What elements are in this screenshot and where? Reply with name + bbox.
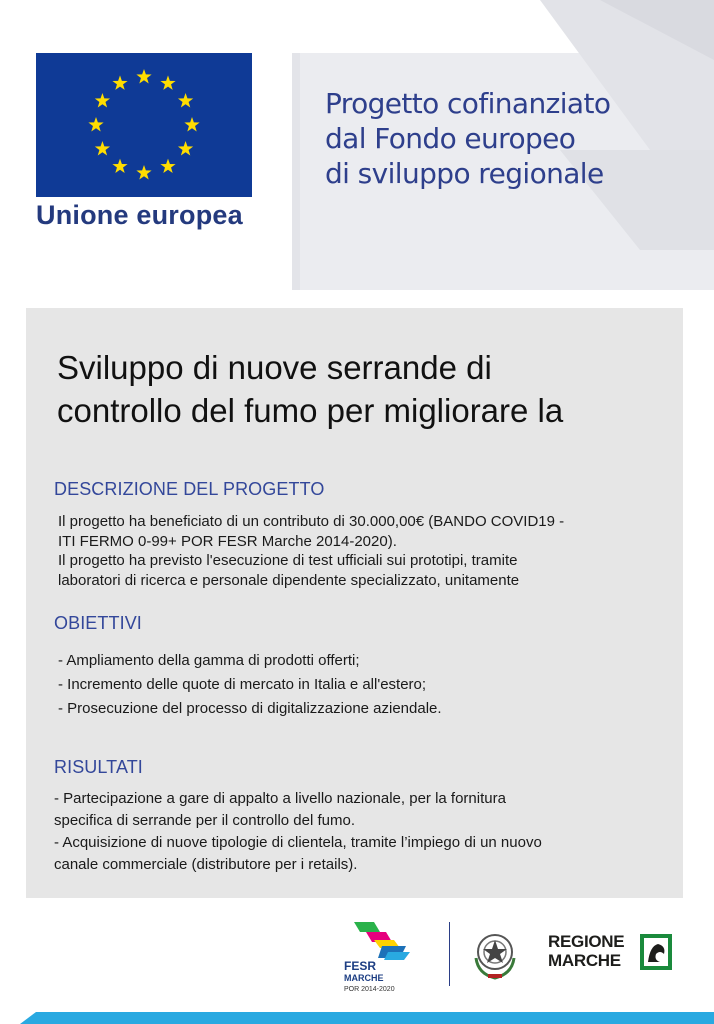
eu-star-icon [95, 93, 110, 107]
fesr-period: POR 2014-2020 [344, 986, 395, 993]
result-line: canale commerciale (distributore per i retails). [54, 856, 358, 873]
eu-star-icon [112, 159, 127, 173]
eu-star-icon [178, 141, 193, 155]
description-line: laboratori di ricerca e personale dipendente specializzato, unitamente [58, 571, 520, 589]
cofinanced-statement [325, 86, 705, 191]
objectives-body [58, 649, 673, 721]
cofinanced-line: dal Fondo europeo [325, 122, 576, 155]
objective-item: - Prosecuzione del processo di digitalizzazione aziendale. [58, 700, 442, 717]
regione-marche-wordmark [548, 932, 624, 970]
eu-label: Unione europea [36, 200, 243, 230]
eu-star-icon [160, 159, 175, 173]
eu-star-icon [95, 141, 110, 155]
bottom-accent-bar [0, 1012, 714, 1024]
eu-flag [36, 53, 252, 197]
description-line: Il progetto ha beneficiato di un contributo di 30.000,00€ (BANDO COVID19 - [58, 513, 565, 530]
project-title-line: Sviluppo di nuove serrande di [57, 349, 492, 386]
description-heading: DESCRIZIONE DEL PROGETTO [54, 479, 325, 499]
fesr-name: FESR [344, 959, 377, 973]
description-body [58, 512, 673, 592]
objective-item: - Incremento delle quote di mercato in Italia e all'estero; [58, 676, 427, 693]
description-line: ITI FERMO 0-99+ POR FESR Marche 2014-2020). [58, 532, 397, 550]
project-panel [26, 308, 683, 898]
eu-star-icon [178, 93, 193, 107]
cofinanced-line: Progetto cofinanziato [325, 87, 611, 120]
cofinanced-line: di sviluppo regionale [325, 157, 604, 190]
project-title-line: controllo del fumo per migliorare la [57, 392, 564, 429]
fesr-wordmark [344, 960, 384, 984]
eu-star-icon [136, 165, 151, 179]
results-heading: RISULTATI [54, 757, 143, 777]
eu-star-icon [184, 117, 199, 131]
regione-marche-logo-icon [636, 932, 676, 972]
result-line: specifica di serrande per il controllo del fumo. [54, 812, 355, 829]
eu-star-icon [136, 69, 151, 83]
eu-star-icon [160, 75, 175, 89]
result-line: - Acquisizione di nuove tipologie di clientela, tramite l’impiego di un nuovo [54, 834, 542, 851]
result-line: - Partecipazione a gare di appalto a livello nazionale, per la fornitura [54, 790, 506, 807]
eu-star-icon [88, 117, 103, 131]
fesr-region: MARCHE [344, 973, 384, 983]
objective-item: - Ampliamento della gamma di prodotti offerti; [58, 652, 360, 669]
eu-stars-icon [36, 53, 252, 197]
eu-star-icon [112, 75, 127, 89]
footer-divider [449, 922, 450, 986]
description-line: Il progetto ha previsto l'esecuzione di test ufficiali sui prototipi, tramite [58, 552, 518, 569]
italian-republic-emblem-icon [470, 928, 520, 982]
objectives-heading: OBIETTIVI [54, 613, 142, 633]
results-body [54, 788, 669, 876]
regione-line: MARCHE [548, 951, 621, 970]
regione-line: REGIONE [548, 932, 625, 951]
project-title [57, 346, 667, 432]
